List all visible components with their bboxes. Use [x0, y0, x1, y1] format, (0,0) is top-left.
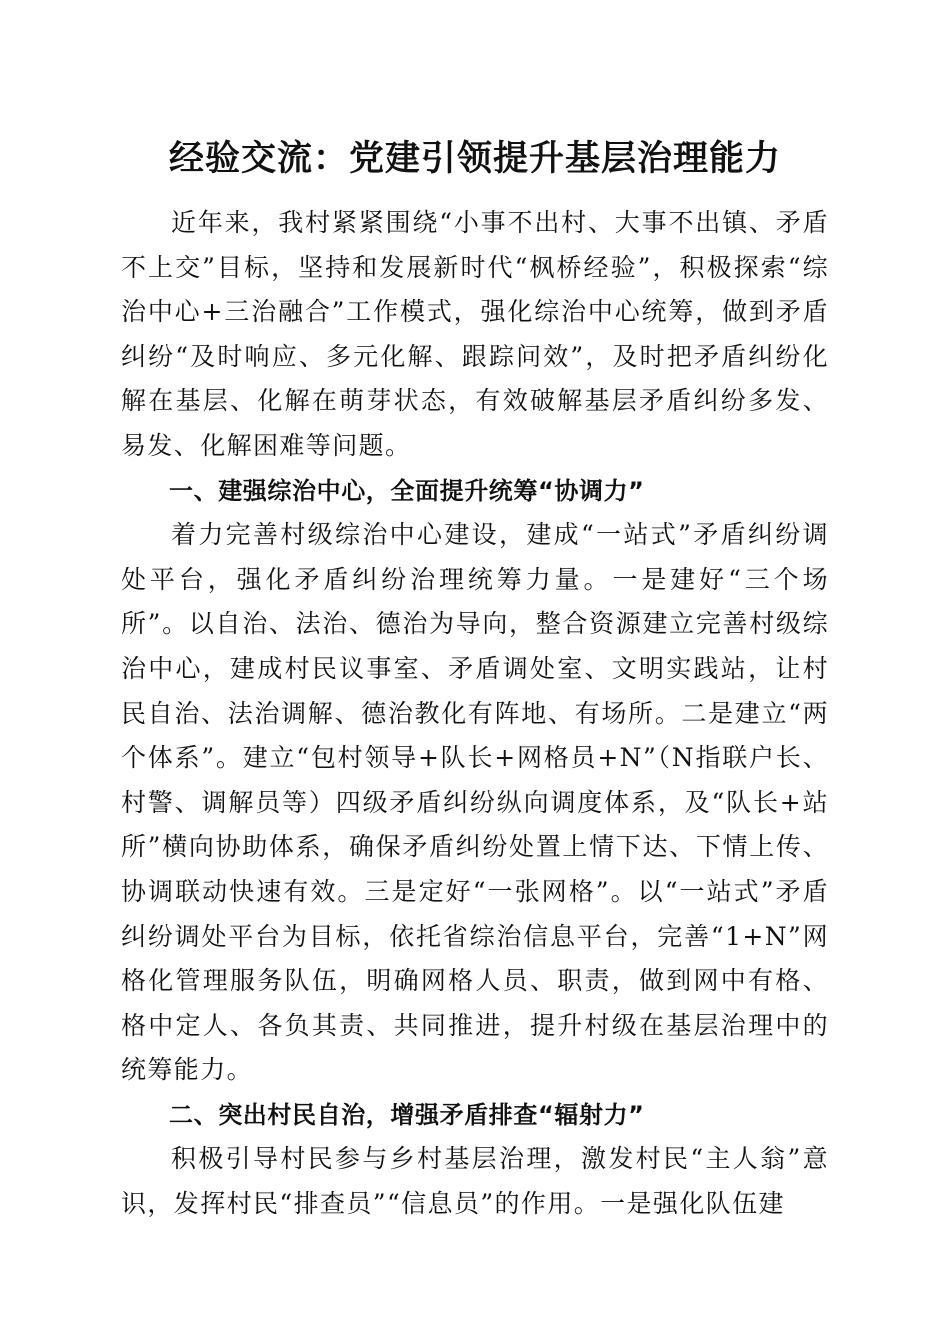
section-2-paragraph: 积极引导村民参与乡村基层治理，激发村民“主人翁”意识，发挥村民“排查员”“信息员”的作用。一是强化队伍建: [121, 1144, 829, 1219]
section-2-heading: 二、突出村民自治，增强矛盾排查“辐射力”: [169, 1100, 645, 1129]
section-1-heading: 一、建强综治中心，全面提升统筹“协调力”: [169, 476, 645, 505]
document-body: [121, 201, 829, 1227]
intro-paragraph: 近年来，我村紧紧围绕“小事不出村、大事不出镇、矛盾不上交”目标，坚持和发展新时代“枫桥经验”，积极探索“综治中心+三治融合”工作模式，强化综治中心统筹，做到矛盾纠纷“及时响应、多元化解、跟踪问效”，及时把矛盾纠纷化解在基层、化解在萌芽状态，有效破解基层矛盾纠纷多发、易发、化解困难等问题。: [121, 208, 829, 460]
document-title: 经验交流：党建引领提升基层治理能力: [168, 138, 781, 179]
section-1-paragraph: 着力完善村级综治中心建设，建成“一站式”矛盾纠纷调处平台，强化矛盾纠纷治理统筹力量。一是建好“三个场所”。以自治、法治、德治为导向，整合资源建立完善村级综治中心，建成村民议事室、矛盾调处室、文明实践站，让村民自治、法治调解、德治教化有阵地、有场所。二是建立“两个体系”。建立“包村领导+队长+网格员+N”（N指联户长、村警、调解员等）四级矛盾纠纷纵向调度体系，及“队长+站所”横向协助体系，确保矛盾纠纷处置上情下达、下情上传、协调联动快速有效。三是定好“一张网格”。以“一站式”矛盾纠纷调处平台为目标，依托省综治信息平台，完善“1+N”网格化管理服务队伍，明确网格人员、职责，做到网中有格、格中定人、各负其责、共同推进，提升村级在基层治理中的统筹能力。: [121, 520, 829, 1085]
